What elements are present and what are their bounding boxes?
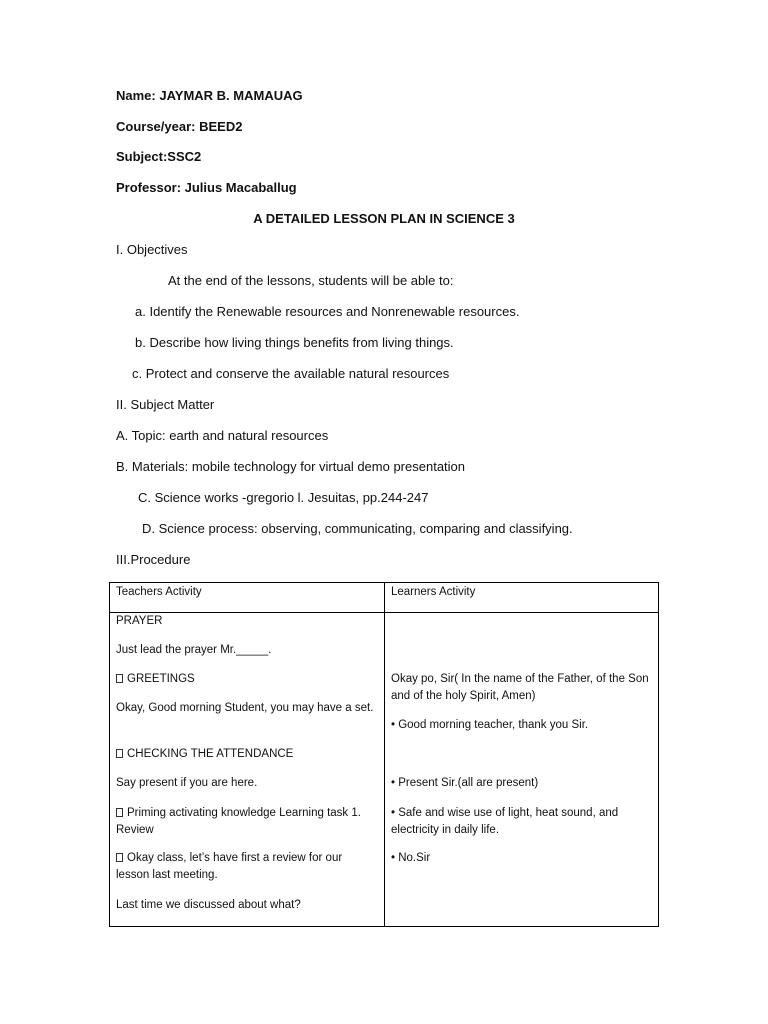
teacher-activity-text: Last time we discussed about what? <box>116 899 301 911</box>
procedure-heading: III.Procedure <box>116 552 191 567</box>
course-year: Course/year: BEED2 <box>116 119 243 134</box>
objective-item: b. Describe how living things benefits from living things. <box>135 335 454 350</box>
learner-activity-text: • Good morning teacher, thank you Sir. <box>391 719 589 731</box>
learner-activity-text: • Safe and wise use of light, heat sound, and electricity in daily life. <box>391 807 619 836</box>
teacher-activity-item <box>116 746 378 763</box>
teacher-activity-text: GREETINGS <box>127 673 195 685</box>
subject-matter-process: D. Science process: observing, communicating, comparing and classifying. <box>142 521 573 536</box>
subject-matter-topic: A. Topic: earth and natural resources <box>116 428 329 443</box>
teacher-activity-item <box>116 671 378 688</box>
bullet-box-icon <box>116 674 123 683</box>
subject-matter-reference: C. Science works -gregorio l. Jesuitas, pp.244-247 <box>138 490 429 505</box>
table-column-divider <box>384 583 385 926</box>
student-name: Name: JAYMAR B. MAMAUAG <box>116 88 303 103</box>
teacher-activity-text: CHECKING THE ATTENDANCE <box>127 748 294 760</box>
teacher-activity-item <box>116 805 378 839</box>
subject-matter-materials: B. Materials: mobile technology for virtual demo presentation <box>116 459 466 474</box>
objective-item: a. Identify the Renewable resources and Nonrenewable resources. <box>135 304 520 319</box>
teachers-activity-header: Teachers Activity <box>116 586 202 598</box>
teacher-activity-item <box>116 850 378 884</box>
document-title: A DETAILED LESSON PLAN IN SCIENCE 3 <box>253 211 515 226</box>
learners-activity-header: Learners Activity <box>391 586 476 598</box>
teacher-activity-text: Okay class, let’s have first a review for our lesson last meeting. <box>116 852 343 881</box>
professor: Professor: Julius Macaballug <box>116 180 297 195</box>
bullet-box-icon <box>116 808 123 817</box>
teacher-activity-text: Just lead the prayer Mr._____. <box>116 644 272 656</box>
teacher-activity-text: Okay, Good morning Student, you may have a set. <box>116 702 374 714</box>
teacher-activity-text: Say present if you are here. <box>116 777 258 789</box>
bullet-box-icon <box>116 853 123 862</box>
subject-matter-heading: II. Subject Matter <box>116 397 215 412</box>
learner-activity-text: Okay po, Sir( In the name of the Father, of the Son and of the holy Spirit, Amen) <box>391 673 649 702</box>
subject: Subject:SSC2 <box>116 149 202 164</box>
objective-item: c. Protect and conserve the available natural resources <box>132 366 450 381</box>
procedure-table <box>109 582 659 927</box>
objectives-intro: At the end of the lessons, students will be able to: <box>168 273 454 288</box>
learner-activity-text: • Present Sir.(all are present) <box>391 777 539 789</box>
teacher-activity-text: Priming activating knowledge Learning task 1. Review <box>116 807 361 836</box>
objectives-heading: I. Objectives <box>116 242 188 257</box>
learner-activity-text: • No.Sir <box>391 852 431 864</box>
teacher-activity-text: PRAYER <box>116 615 163 627</box>
bullet-box-icon <box>116 749 123 758</box>
